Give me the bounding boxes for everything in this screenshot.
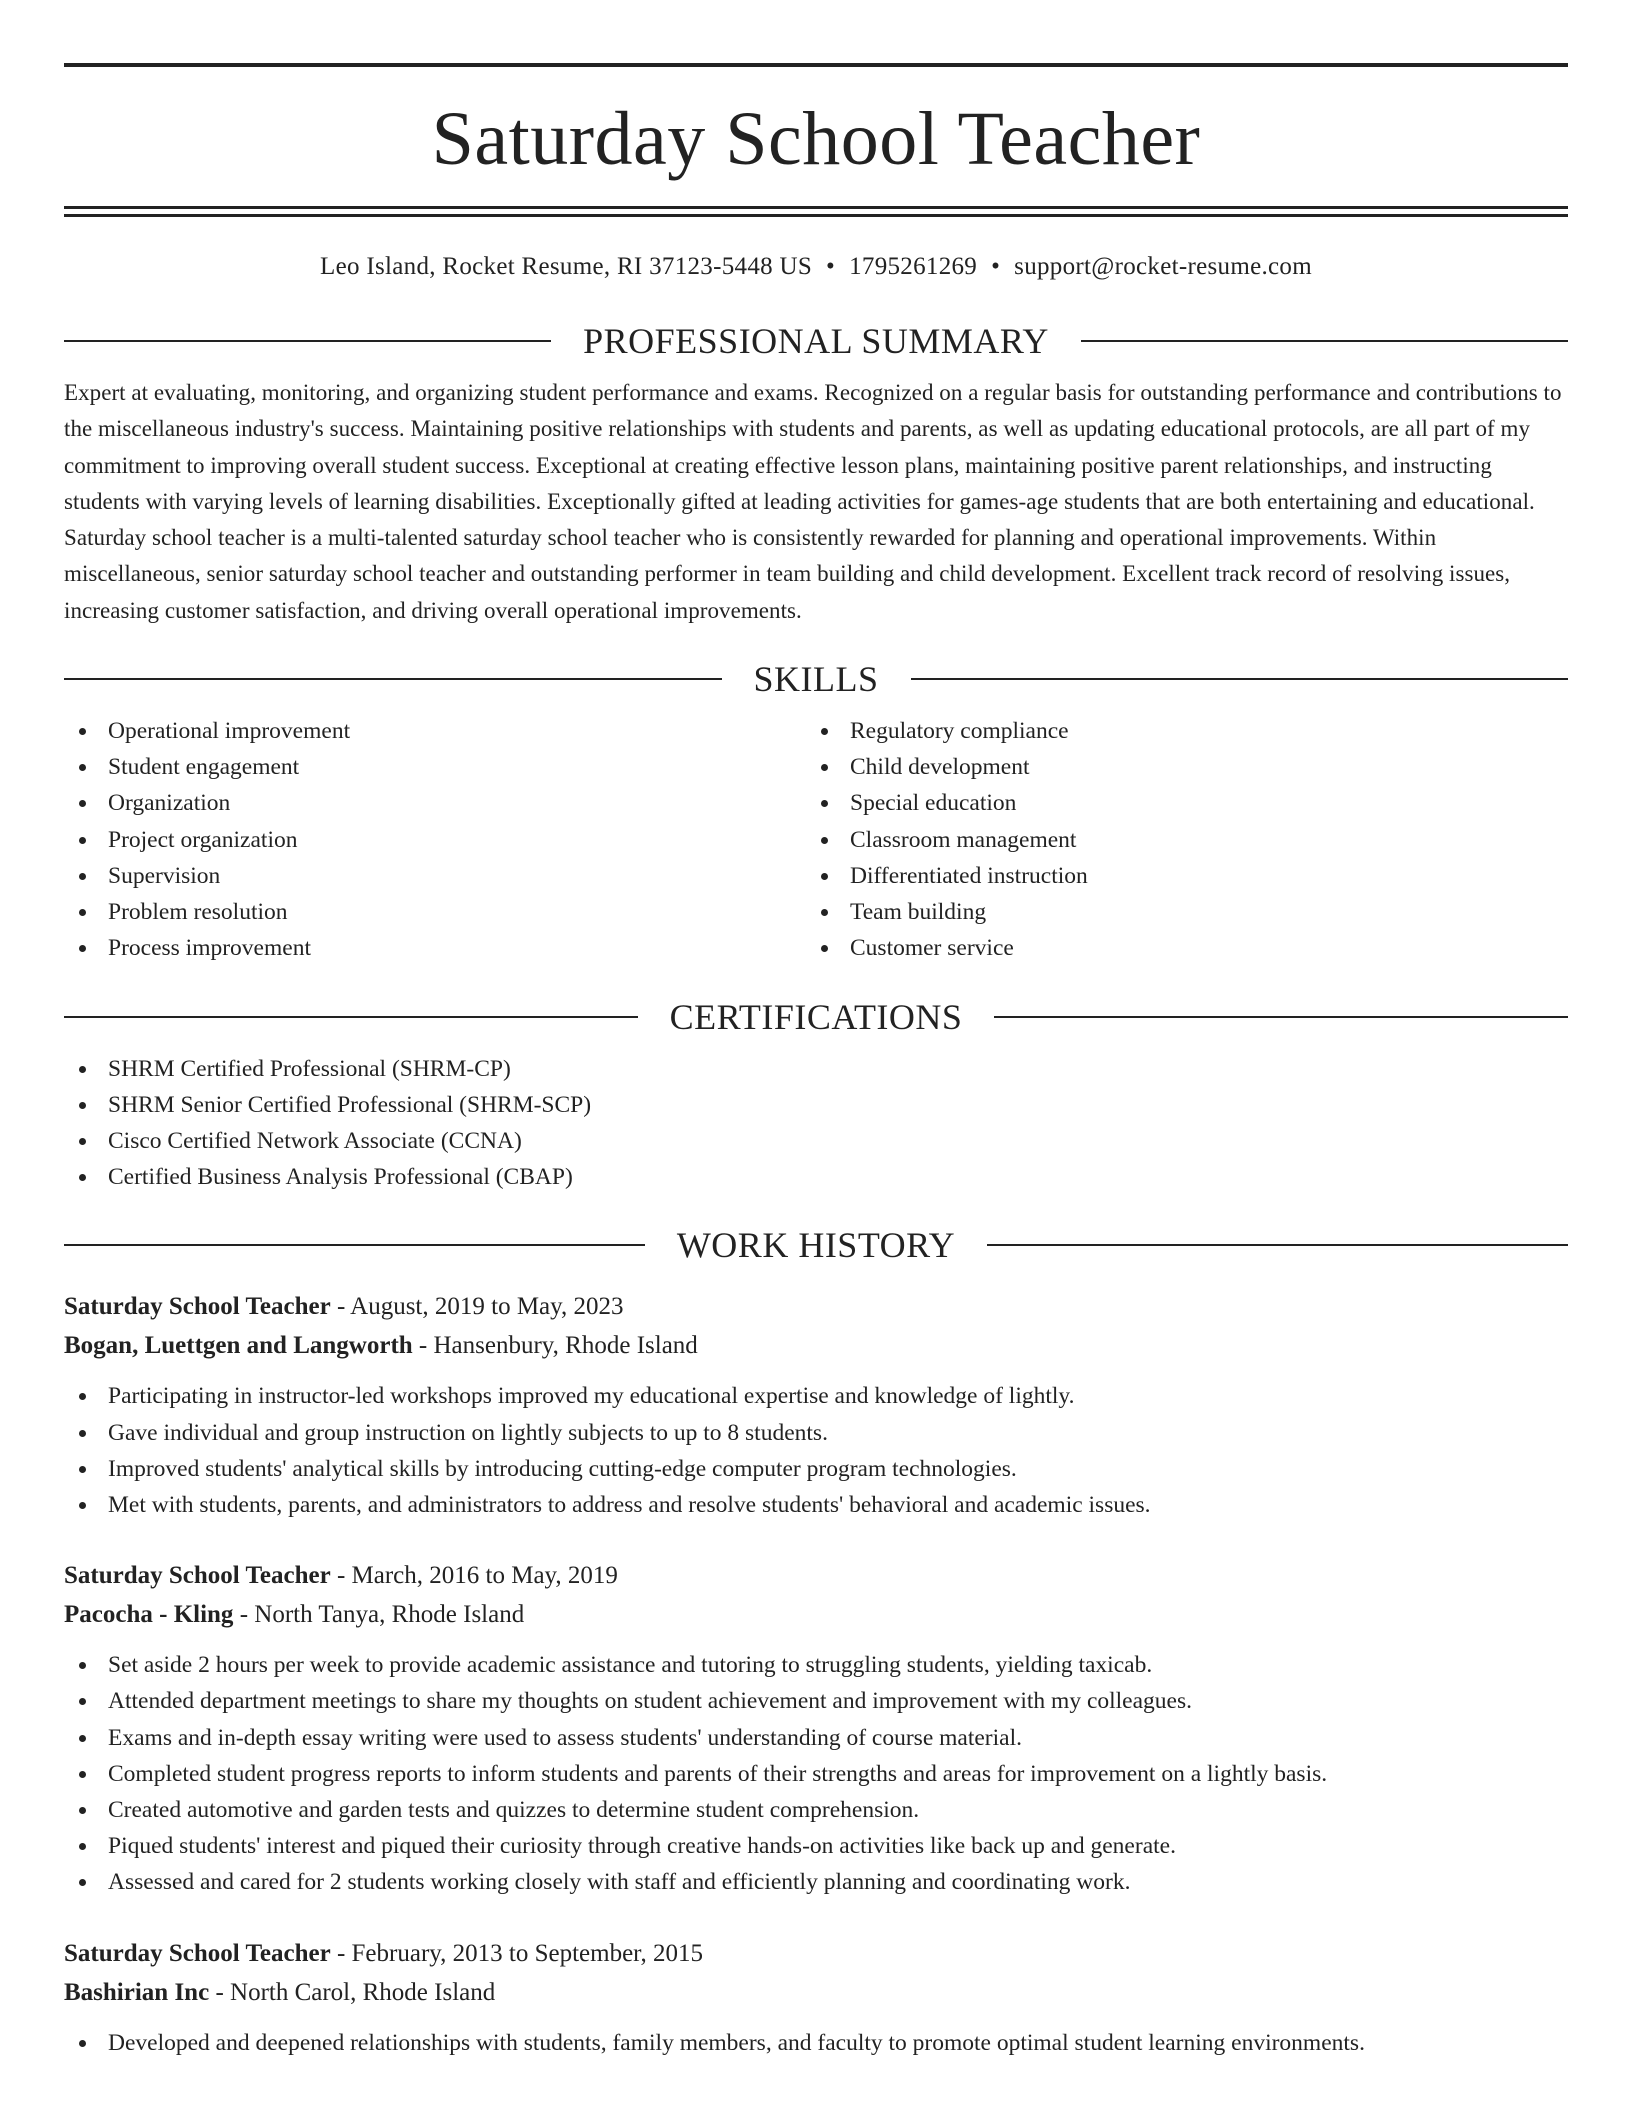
list-item: Exams and in-depth essay writing were used to assess students' understanding of course material. — [64, 1720, 1568, 1756]
list-item: Organization — [64, 785, 806, 821]
job-company-line — [64, 1973, 1568, 2012]
job-entry — [64, 1287, 1568, 1523]
skills-column-left — [64, 713, 806, 966]
job-title-line — [64, 1934, 1568, 1973]
job-location: - Hansenbury, Rhode Island — [412, 1332, 698, 1360]
list-item: Process improvement — [64, 930, 806, 966]
title-double-rule — [64, 206, 1568, 217]
job-title: Saturday School Teacher — [64, 1939, 331, 1967]
job-entry — [64, 1934, 1568, 2061]
job-company-line — [64, 1595, 1568, 1634]
work-history-heading-label: WORK HISTORY — [676, 1225, 956, 1266]
contact-separator: • — [826, 253, 836, 280]
list-item: Differentiated instruction — [806, 858, 1548, 894]
list-item: Problem resolution — [64, 894, 806, 930]
list-item: Assessed and cared for 2 students working closely with staff and efficiently planning and coordinating work. — [64, 1864, 1568, 1900]
list-item: Customer service — [806, 930, 1548, 966]
list-item: Cisco Certified Network Associate (CCNA) — [64, 1123, 1568, 1159]
contact-line — [64, 253, 1568, 293]
contact-phone: 1795261269 — [849, 253, 978, 280]
list-item: Improved students' analytical skills by introducing cutting-edge computer program technologies. — [64, 1451, 1568, 1487]
job-entry — [64, 1556, 1568, 1900]
certifications-heading-label: CERTIFICATIONS — [669, 996, 963, 1037]
job-company: Pacocha - Kling — [64, 1601, 234, 1629]
resume-page — [64, 0, 1568, 2061]
list-item: Gave individual and group instruction on lightly subjects to up to 8 students. — [64, 1415, 1568, 1451]
summary-text: Expert at evaluating, monitoring, and organizing student performance and exams. Recognized on a regular basis for outstanding performance and contributions to the miscellaneous industry's success. Maintaining positive relationships with students and parents, as well as updating educational protocols, are all part of my commitment to improving overall student success. Exceptional at creating effective lesson plans, maintaining positive parent relationships, and instructing students with varying levels of learning disabilities. Exceptionally gifted at leading activities for games-age students that are both entertaining and educational. Saturday school teacher is a multi-talented saturday school teacher who is consistently rewarded for planning and operational improvements. Within miscellaneous, senior saturday school teacher and outstanding performer in team building and child development. Excellent track record of resolving issues, increasing customer satisfaction, and driving overall operational improvements. — [64, 380, 1562, 623]
summary-heading — [64, 323, 1568, 359]
list-item: Project organization — [64, 822, 806, 858]
skills-list — [64, 713, 1568, 966]
job-company-line — [64, 1326, 1568, 1365]
job-company: Bashirian Inc — [64, 1978, 210, 2006]
summary-heading-label: PROFESSIONAL SUMMARY — [583, 321, 1049, 361]
job-bullets — [64, 1378, 1568, 1523]
list-item: Completed student progress reports to inform students and parents of their strengths and areas for improvement on a lightly basis. — [64, 1756, 1568, 1792]
list-item: Regulatory compliance — [806, 713, 1548, 749]
job-title: Saturday School Teacher — [64, 1293, 331, 1321]
certifications-list — [64, 1051, 1568, 1196]
contact-address: Leo Island, Rocket Resume, RI 37123-5448 US — [320, 253, 813, 280]
job-dates: - March, 2016 to May, 2019 — [330, 1562, 618, 1590]
list-item: Team building — [806, 894, 1548, 930]
work-history-heading — [64, 1225, 1568, 1266]
contact-email: support@rocket-resume.com — [1014, 253, 1312, 280]
list-item: Child development — [806, 749, 1548, 785]
list-item: Participating in instructor-led workshops improved my educational expertise and knowledge of lightly. — [64, 1378, 1568, 1414]
skills-column-right — [806, 713, 1548, 966]
list-item: Attended department meetings to share my thoughts on student achievement and improvement with my colleagues. — [64, 1683, 1568, 1719]
job-bullets — [64, 2025, 1568, 2061]
list-item: Operational improvement — [64, 713, 806, 749]
list-item: Set aside 2 hours per week to provide academic assistance and tutoring to struggling students, yielding taxicab. — [64, 1647, 1568, 1683]
contact-separator: • — [991, 253, 1001, 280]
list-item: Certified Business Analysis Professional (CBAP) — [64, 1159, 1568, 1195]
list-item: Created automotive and garden tests and quizzes to determine student comprehension. — [64, 1792, 1568, 1828]
list-item: Developed and deepened relationships with students, family members, and faculty to promote optimal student learning environments. — [64, 2025, 1568, 2061]
job-title: Saturday School Teacher — [64, 1562, 331, 1590]
list-item: Classroom management — [806, 822, 1548, 858]
list-item: Met with students, parents, and administrators to address and resolve students' behavioral and academic issues. — [64, 1487, 1568, 1523]
job-location: - North Carol, Rhode Island — [209, 1978, 496, 2006]
job-dates: - February, 2013 to September, 2015 — [330, 1939, 704, 1967]
job-location: - North Tanya, Rhode Island — [233, 1601, 525, 1629]
list-item: Piqued students' interest and piqued their curiosity through creative hands-on activities like back up and generate. — [64, 1828, 1568, 1864]
skills-heading — [64, 659, 1568, 700]
certifications-heading — [64, 996, 1568, 1037]
job-title-line — [64, 1287, 1568, 1326]
list-item: SHRM Senior Certified Professional (SHRM-SCP) — [64, 1087, 1568, 1123]
list-item: Student engagement — [64, 749, 806, 785]
list-item: Special education — [806, 785, 1548, 821]
resume-title: Saturday School Teacher — [431, 97, 1201, 181]
job-company: Bogan, Luettgen and Langworth — [64, 1332, 413, 1360]
job-title-line — [64, 1556, 1568, 1595]
list-item: SHRM Certified Professional (SHRM-CP) — [64, 1051, 1568, 1087]
skills-heading-label: SKILLS — [753, 659, 879, 700]
job-bullets — [64, 1647, 1568, 1900]
job-dates: - August, 2019 to May, 2023 — [330, 1293, 624, 1321]
list-item: Supervision — [64, 858, 806, 894]
